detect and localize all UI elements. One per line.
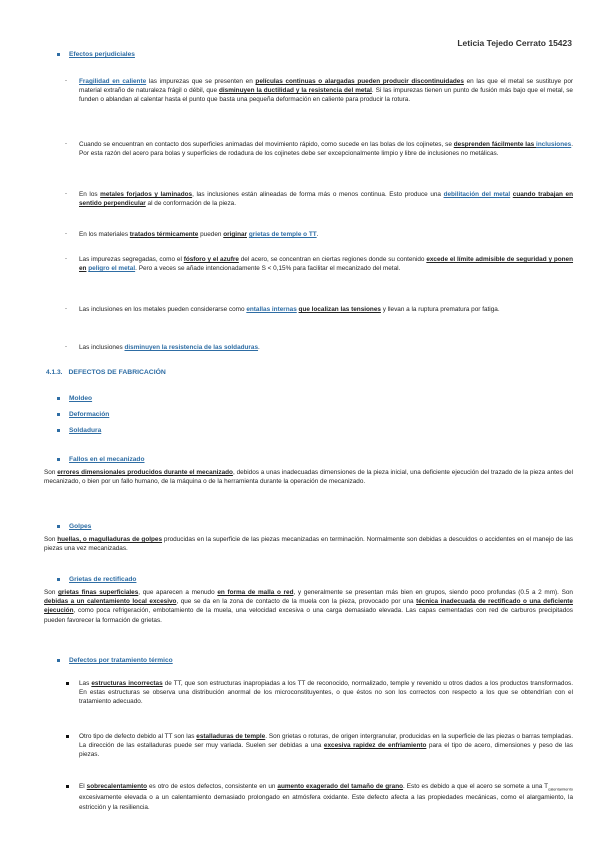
efectos-item-6: [65, 305, 573, 314]
text: , debidos a unas inadecuadas dimensiones de la pieza inicial, una deficiente ejecución del trazado de la pieza antes del mecanizado, o bien por un fallo humano, de la máquina o de la herramienta durante la operación de mecanizado.: [44, 469, 574, 486]
text: Las impurezas segregadas, como el: [79, 256, 184, 263]
author-header: Leticia Tejedo Cerrato 15423: [457, 38, 572, 48]
dash-bullet-icon: -: [65, 141, 67, 147]
text: , que aparecen a menudo: [138, 589, 218, 596]
efectos-item-5: [65, 255, 574, 273]
emphasis: que localizan las tensiones: [298, 306, 381, 313]
text: .: [258, 344, 260, 351]
emphasis: originar: [223, 231, 248, 238]
list-item-label: Soldadura: [69, 427, 102, 434]
list-item: [57, 426, 101, 435]
section-title: DEFECTOS DE FABRICACIÓN: [68, 369, 166, 376]
text: El: [79, 783, 87, 790]
emphasis: sobrecalentamiento: [86, 783, 148, 790]
square-bullet-icon: [57, 429, 60, 432]
emphasis: estalladuras de temple: [196, 733, 266, 740]
text: Son: [44, 589, 59, 596]
text: , y generalmente se presentan más bien en grupos, siendo poco profundas (0.5 a 2 mm). Son: [293, 589, 573, 596]
efectos-item-2: [65, 140, 573, 158]
text: Cuando se encuentran en contacto dos superficies animadas del movimiento rápido, como sucede en las bolas de los cojinetes, se: [79, 141, 454, 148]
text: , las inclusiones están alineadas de forma más o menos continua. Esto produce una: [192, 191, 444, 198]
dash-bullet-icon: -: [65, 231, 67, 237]
list-item-label: Moldeo: [69, 395, 93, 402]
golpes-heading-row: [57, 522, 91, 531]
dash-bullet-icon: -: [65, 306, 67, 312]
text: Son: [44, 469, 58, 476]
text: pueden: [198, 231, 224, 238]
square-bullet-icon: [57, 53, 60, 56]
list-item: [57, 394, 92, 403]
text: es otro de estos defectos, consistente en un: [147, 783, 278, 790]
text: producidas en la superficie de las piezas mecanizadas en terminación. Normalmente son debidas a descuidos o accidentes en el manejo de las piezas una vez mecanizadas.: [44, 536, 573, 553]
square-bullet-icon: [57, 413, 60, 416]
emphasis: errores dimensionales producidos durante el mecanizado: [57, 469, 233, 476]
efectos-heading-row: [57, 50, 135, 59]
black-square-bullet-icon: [66, 735, 69, 738]
text: en las que el metal se sustituye por material extraño de naturaleza frágil o débil, que: [79, 78, 573, 95]
text: Son: [44, 536, 58, 543]
tratamiento-heading: Defectos por tratamiento térmico: [69, 657, 173, 664]
text: En los materiales: [79, 231, 130, 238]
emphasis: aumento exagerado del tamaño de grano: [277, 783, 404, 790]
term: Fragilidad en caliente: [79, 78, 147, 85]
list-item-label: Deformación: [69, 411, 110, 418]
text: .: [316, 231, 319, 238]
emphasis: técnica inadecuada de rectificado o una deficiente ejecución: [44, 598, 573, 615]
text: . Pero a veces se añade intencionadamente S < 0,15% para facilitar el mecanizado del metal.: [135, 265, 401, 273]
dash-bullet-icon: -: [65, 191, 67, 197]
dash-bullet-icon: -: [65, 344, 67, 350]
dash-bullet-icon: -: [65, 78, 67, 84]
fallos-heading: Fallos en el mecanizado: [69, 456, 145, 463]
text: para el tipo de acero, dimensiones y peso de las piezas.: [79, 742, 573, 759]
fallos-heading-row: [57, 455, 145, 464]
efectos-heading: Efectos perjudiciales: [69, 51, 135, 58]
golpes-paragraph: [44, 535, 573, 553]
efectos-item-4: [65, 230, 573, 239]
emphasis: excesiva rapidez de enfriamiento: [323, 742, 427, 750]
emphasis: tratados térmicamente: [129, 231, 199, 238]
emphasis: grietas finas superficiales: [58, 589, 139, 596]
emphasis: excede el límite admisible de seguridad y ponen en: [79, 256, 574, 273]
emphasis: cuando trabajan en sentido perpendicular: [79, 191, 573, 208]
square-bullet-icon: [57, 397, 60, 400]
text: Otro tipo de defecto debido al TT son las: [79, 733, 197, 740]
dash-bullet-icon: -: [65, 256, 67, 262]
efectos-item-7: [65, 343, 573, 352]
square-bullet-icon: [57, 578, 60, 581]
text: Las inclusiones: [79, 344, 125, 351]
text: de TT, que son estructuras inapropiadas a los TT de reconocido, normalizado, temple y revenido u otros dados a los productos transformados. En estas estructuras se observa una distribución anormal de los microconstituyentes, o que éstos no son los correctos con respecto a los que se obtendrían con el tratamiento adecuado.: [79, 680, 573, 706]
term: entallas internas: [246, 306, 297, 313]
term: grietas de temple o TT: [248, 231, 317, 238]
square-bullet-icon: [57, 458, 60, 461]
golpes-heading: Golpes: [69, 523, 92, 530]
efectos-item-3: [65, 190, 573, 208]
tratamiento-item-3: [79, 782, 573, 812]
term: debilitación del metal: [443, 191, 511, 198]
emphasis: estructuras incorrectas: [91, 680, 163, 687]
emphasis: disminuyen la ductilidad y la resistencia del metal: [218, 87, 372, 95]
emphasis: en forma de malla o red: [217, 589, 294, 596]
emphasis: fósforo y el azufre: [183, 256, 239, 263]
black-square-bullet-icon: [66, 682, 69, 685]
text: En los: [79, 191, 101, 198]
term: peligro el metal: [88, 265, 136, 273]
text: del acero, se concentran en ciertas regiones donde su contenido: [238, 256, 427, 263]
text: excesivamente elevada o a un calentamiento demasiado prolongado en atmósfera oxidante. Este defecto afecta a las propiedades mecánicas, como el alargamiento, la estricción y la resiliencia.: [79, 794, 573, 811]
emphasis: desprenden fácilmente las: [453, 141, 537, 148]
emphasis: metales forjados y laminados: [100, 191, 193, 198]
term: disminuyen la resistencia de las soldaduras: [124, 344, 259, 351]
text: al de conformación de la pieza.: [145, 200, 236, 208]
text: Las inclusiones en los metales pueden considerarse como: [79, 306, 247, 313]
section-heading: [46, 368, 166, 377]
efectos-item-1: [65, 77, 573, 105]
text: las impurezas que se presenten en: [146, 78, 256, 85]
text: , como poca refrigeración, embotamiento de la muela, una velocidad excesiva o una carga demasiado elevada. Las capas cementadas con red de carburos precipitados pueden favorecer la formación de grietas.: [44, 607, 573, 624]
grietas-heading-row: [57, 575, 136, 584]
text: . Si las impurezas tienen un punto de fusión más bajo que el metal, se funden o ablandan al calentar hasta el punto que basta una pequeña deformación en caliente para producir la rotura.: [79, 87, 573, 104]
emphasis: debidas a un calentamiento local excesivo: [44, 598, 177, 606]
text: . Por esta razón del acero para bolas y superficies de rodadura de los cojinetes debe ser excepcionalmente limpio y libre de inclusiones no metálicas.: [79, 141, 573, 158]
subscript: calentamiento: [548, 786, 573, 792]
text: y llevan a la ruptura prematura por fatiga.: [380, 306, 500, 313]
black-square-bullet-icon: [66, 785, 69, 788]
text: . Son grietas o roturas, de origen intergranular, producidas en la superficie de las piezas o barras templadas. La dirección de las estalladuras puede ser muy variada. Suelen ser debidas a una: [79, 733, 574, 750]
section-number: 4.1.3.: [46, 369, 63, 376]
tratamiento-item-2: [79, 732, 573, 760]
grietas-heading: Grietas de rectificado: [69, 576, 137, 583]
list-item: [57, 410, 109, 419]
tratamiento-item-1: [79, 679, 573, 707]
square-bullet-icon: [57, 525, 60, 528]
tratamiento-heading-row: [57, 656, 173, 665]
grietas-paragraph: [44, 588, 573, 625]
text: . Esto es debido a que el acero se somete a una T: [403, 783, 549, 790]
emphasis: huellas, o magulladuras de golpes: [57, 536, 163, 543]
text: Las: [79, 680, 92, 687]
fallos-paragraph: [44, 468, 573, 486]
text: , que se da en la zona de contacto de la muela con la pieza, provocado por una: [176, 598, 417, 606]
term: inclusiones: [536, 141, 572, 148]
square-bullet-icon: [57, 659, 60, 662]
emphasis: películas continuas o alargadas pueden producir discontinuidades: [255, 78, 464, 85]
